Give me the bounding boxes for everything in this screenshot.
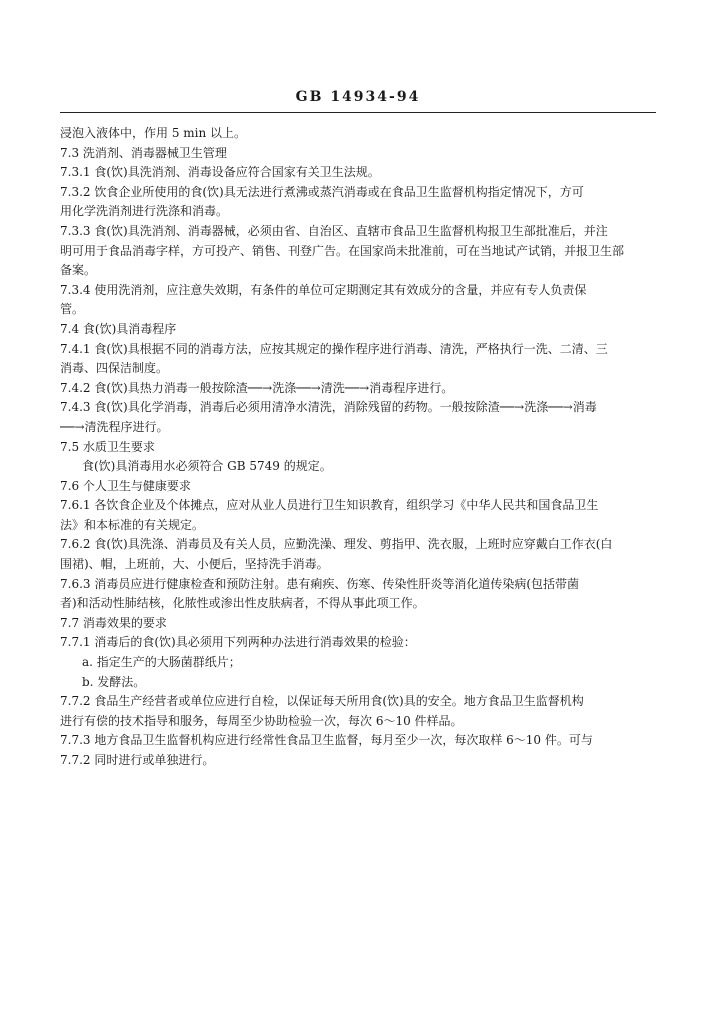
- text-line: a. 指定生产的大肠菌群纸片；: [82, 655, 241, 670]
- text-line: 围裙)、帽，上班前，大、小便后，坚持洗手消毒。: [60, 557, 329, 572]
- text-line: 浸泡入液体中，作用 5 min 以上。: [60, 126, 247, 140]
- text-line: 管。: [60, 302, 85, 317]
- text-line: 7.5 水质卫生要求: [60, 439, 155, 454]
- document-body: [60, 124, 656, 771]
- text-line: 7.7.1 消毒后的食(饮)具必须用下列两种办法进行消毒效果的检验：: [60, 635, 416, 650]
- text-line: 7.3.2 饮食企业所使用的食(饮)具无法进行煮沸或蒸汽消毒或在食品卫生监督机构指定情况下，方可: [60, 184, 584, 199]
- text-line: 7.7.2 同时进行或单独进行。: [60, 753, 215, 767]
- text-line: 7.3.3 食(饮)具洗消剂、消毒器械，必须由省、自治区、直辖市食品卫生监督机构报卫生部批准后，并注: [60, 223, 608, 238]
- text-line: 7.6 个人卫生与健康要求: [60, 478, 191, 493]
- header-rule: [60, 112, 656, 113]
- text-line: 食(饮)具消毒用水必须符合 GB 5749 的规定。: [82, 459, 332, 474]
- text-line: 7.6.2 食(饮)具洗涤、消毒员及有关人员，应勤洗澡、理发、剪指甲、洗衣服，上班时应穿戴白工作衣(白: [60, 537, 613, 552]
- text-line: 用化学洗消剂进行洗涤和消毒。: [60, 204, 229, 219]
- text-line: 7.4 食(饮)具消毒程序: [60, 321, 177, 336]
- text-line: 7.6.3 消毒员应进行健康检查和预防注射。患有痢疾、伤寒、传染性肝炎等消化道传染病(包括带菌: [60, 576, 580, 591]
- text-line: 7.3.1 食(饮)具洗消剂、消毒设备应符合国家有关卫生法规。: [60, 165, 380, 180]
- text-line: 消毒、四保洁制度。: [60, 361, 169, 376]
- text-line: 备案。: [60, 263, 97, 278]
- text-line: 7.4.3 食(饮)具化学消毒，消毒后必须用清净水清洗，消除残留的药物。一般按除渣──→洗涤──→消毒: [60, 400, 597, 415]
- document-header-code: GB 14934-94: [295, 89, 421, 105]
- text-line: 者)和活动性肺结核，化脓性或渗出性皮肤病者，不得从事此项工作。: [60, 596, 425, 611]
- text-line: 明可用于食品消毒字样，方可投产、销售、刊登广告。在国家尚未批准前，可在当地试产试销，并报卫生部: [60, 243, 625, 258]
- text-line: 7.7 消毒效果的要求: [60, 615, 167, 630]
- text-line: 7.6.1 各饮食企业及个体摊点，应对从业人员进行卫生知识教育，组织学习《中华人民共和国食品卫生: [60, 498, 599, 513]
- text-line: 7.4.2 食(饮)具热力消毒一般按除渣──→洗涤──→清洗──→消毒程序进行。: [60, 380, 454, 395]
- text-line: 7.7.2 食品生产经营者或单位应进行自检，以保证每天所用食(饮)具的安全。地方食品卫生监督机构: [60, 694, 584, 709]
- text-line: 法》和本标准的有关规定。: [60, 517, 205, 532]
- text-line: b. 发酵法。: [82, 674, 146, 689]
- text-line: 7.4.1 食(饮)具根据不同的消毒方法，应按其规定的操作程序进行消毒、清洗，严格执行一洗、二清、三: [60, 341, 608, 356]
- text-line: 7.7.3 地方食品卫生监督机构应进行经常性食品卫生监督，每月至少一次，每次取样 6～10 件。可与: [60, 733, 593, 748]
- text-line: 7.3.4 使用洗消剂，应注意失效期，有条件的单位可定期测定其有效成分的含量，并应有专人负责保: [60, 282, 587, 297]
- text-line: ──→清洗程序进行。: [60, 419, 169, 434]
- text-line: 进行有偿的技术指导和服务，每周至少协助检验一次，每次 6～10 件样品。: [60, 713, 463, 728]
- text-line: 7.3 洗消剂、消毒器械卫生管理: [60, 145, 227, 160]
